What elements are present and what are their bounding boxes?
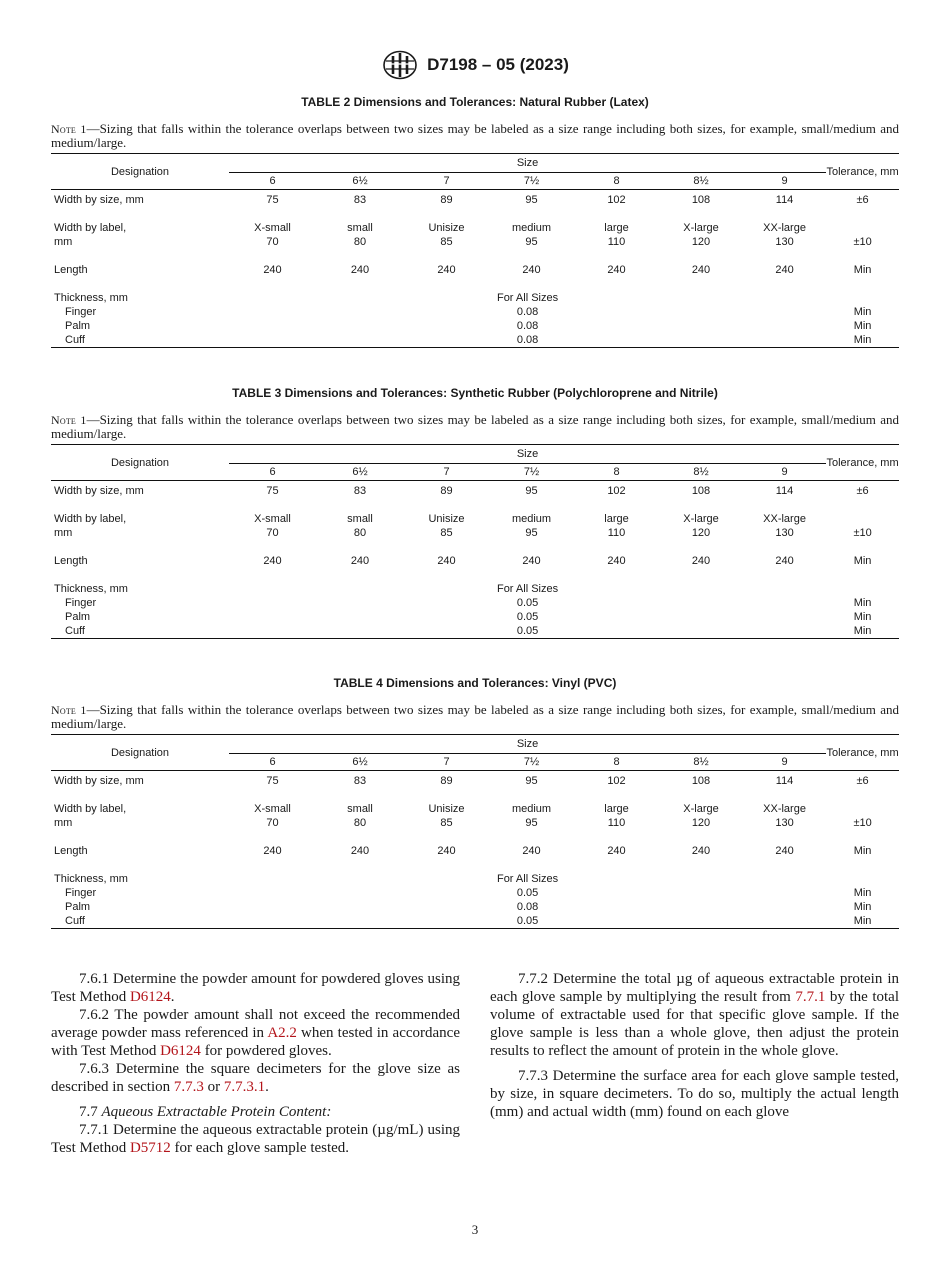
cell: 85 (440, 236, 453, 248)
tolerance-cell: Min (853, 555, 872, 567)
cell: 240 (437, 555, 456, 567)
cell: 120 (691, 817, 711, 829)
size-header: 7½ (489, 754, 574, 771)
cell: 108 (691, 775, 711, 787)
table-row (51, 816, 899, 830)
size-header: 9 (743, 754, 826, 771)
dimensions-table (51, 444, 899, 639)
table-row (51, 914, 899, 929)
cell: 240 (437, 264, 456, 276)
cell: 89 (440, 194, 453, 206)
tolerance-cell: Min (853, 264, 872, 276)
cell: 110 (607, 236, 626, 248)
cell: X-small (254, 513, 291, 525)
header-designation: Designation (51, 735, 229, 771)
cell: 70 (266, 527, 279, 539)
table-row (51, 305, 899, 319)
cell: 240 (263, 555, 282, 567)
cell: 240 (437, 845, 456, 857)
cell: 120 (691, 236, 711, 248)
table-row (51, 610, 899, 624)
text: for each glove sample tested. (170, 1140, 350, 1156)
size-header: 7½ (489, 173, 574, 190)
cell: For All Sizes (496, 583, 559, 595)
text: 7.6.3 Determine the square decimeters for the glove size as described in section (51, 1061, 460, 1095)
row-label: Width by size, mm (54, 775, 144, 787)
cell: large (604, 513, 629, 525)
cell: 80 (353, 817, 367, 829)
header-designation: Designation (51, 445, 229, 481)
cell: 0.05 (516, 611, 539, 623)
table-row (51, 582, 899, 596)
cell: X-small (254, 222, 291, 234)
cell: 114 (775, 775, 794, 787)
cell: 0.08 (516, 901, 539, 913)
cell: X-large (683, 803, 719, 815)
cell: X-large (683, 222, 719, 234)
table-4-block (51, 675, 899, 929)
note-label: Note 1 (51, 703, 87, 717)
header-size: Size (229, 154, 826, 173)
astm-logo-icon (381, 50, 419, 80)
table-note (51, 703, 899, 731)
cell: 240 (522, 264, 541, 276)
size-header: 8½ (659, 173, 743, 190)
tolerance-cell: ±10 (853, 527, 872, 539)
table-row (51, 886, 899, 900)
header-tolerance: Tolerance, mm (826, 154, 899, 190)
cell: XX-large (763, 222, 806, 234)
paragraph-7-7-3 (490, 1067, 899, 1121)
size-header: 6½ (316, 754, 404, 771)
right-column (490, 970, 899, 1121)
cell: 70 (266, 236, 279, 248)
cell: 0.08 (516, 320, 539, 332)
tolerance-cell: ±6 (856, 194, 869, 206)
table-row (51, 319, 899, 333)
table-row (51, 221, 899, 235)
cell: 83 (353, 194, 367, 206)
row-label: Thickness, mm (54, 292, 128, 304)
cell: 70 (266, 817, 279, 829)
note-text: —Sizing that falls within the tolerance overlaps between two sizes may be labeled as a size range including both sizes, for example, small/medium and medium/large. (51, 121, 900, 150)
document-designation: D7198 – 05 (2023) (427, 55, 569, 74)
cell: 114 (775, 485, 794, 497)
table-row (51, 190, 899, 208)
row-label: Palm (65, 901, 91, 913)
row-label: Finger (65, 887, 97, 899)
link-7-7-3[interactable]: 7.7.3 (173, 1079, 204, 1095)
cell: 95 (525, 817, 538, 829)
dimensions-table (51, 153, 899, 348)
cell: 0.08 (516, 306, 539, 318)
table-row (51, 802, 899, 816)
cell: 240 (350, 845, 370, 857)
cell: 240 (350, 555, 370, 567)
cell: 240 (691, 264, 711, 276)
header-tolerance: Tolerance, mm (826, 445, 899, 481)
cell: X-large (683, 513, 719, 525)
paragraph-7-6-2 (51, 1006, 460, 1060)
cell: 85 (440, 817, 453, 829)
cell: medium (511, 222, 552, 234)
table-row (51, 333, 899, 348)
cell: 83 (353, 775, 367, 787)
size-header: 8½ (659, 754, 743, 771)
section-7-7-heading (51, 1103, 460, 1121)
table-caption: TABLE 3 Dimensions and Tolerances: Synthetic Rubber (Polychloroprene and Nitrile) (232, 386, 718, 400)
text: when tested in accordance with Test Method (51, 1025, 460, 1059)
tolerance-cell: Min (853, 901, 872, 913)
cell: 0.05 (229, 624, 826, 639)
cell: 0.05 (229, 914, 826, 929)
table-row (51, 481, 899, 499)
cell: medium (511, 803, 552, 815)
tolerance-cell: Min (826, 914, 899, 929)
row-label: Thickness, mm (54, 583, 128, 595)
cell: 240 (691, 845, 711, 857)
cell: 240 (691, 555, 711, 567)
cell: medium (511, 513, 552, 525)
row-label: Width by label, (54, 803, 127, 815)
row-label: Palm (65, 611, 91, 623)
cell: 75 (266, 485, 279, 497)
tolerance-cell: Min (826, 333, 899, 348)
row-label: Width by size, mm (54, 194, 144, 206)
table-2-block (51, 94, 899, 348)
section-title: Aqueous Extractable Protein Content: (101, 1104, 332, 1120)
table-row (51, 291, 899, 305)
cell: 0.08 (229, 333, 826, 348)
tolerance-cell: ±6 (856, 485, 869, 497)
cell: large (604, 803, 629, 815)
text: 7.7.1 Determine the aqueous extractable protein (µg/mL) using Test Method (51, 1122, 460, 1156)
note-label: Note 1 (51, 413, 87, 427)
cell: XX-large (763, 803, 806, 815)
table-caption: TABLE 4 Dimensions and Tolerances: Vinyl (PVC) (333, 676, 617, 690)
table-3-block (51, 385, 899, 639)
tolerance-cell: Min (853, 597, 872, 609)
cell: XX-large (763, 513, 806, 525)
text: . (170, 989, 175, 1005)
cell: 240 (522, 845, 541, 857)
cell: 95 (525, 194, 538, 206)
row-label: mm (54, 527, 73, 539)
text: for powdered gloves. (200, 1043, 332, 1059)
paragraph-7-6-3 (51, 1060, 460, 1096)
table-row (51, 624, 899, 639)
cell: 114 (775, 194, 794, 206)
cell: 240 (607, 264, 626, 276)
cell: 120 (691, 527, 711, 539)
size-header: 6½ (316, 464, 404, 481)
text: or (203, 1079, 224, 1095)
cell: 80 (353, 236, 367, 248)
cell: 108 (691, 485, 711, 497)
cell: 75 (266, 194, 279, 206)
row-label: Cuff (51, 624, 229, 639)
page-header (0, 50, 950, 85)
table-row (51, 596, 899, 610)
header-designation: Designation (51, 154, 229, 190)
size-header: 7 (404, 754, 489, 771)
cell: 102 (607, 485, 626, 497)
tolerance-cell: Min (853, 845, 872, 857)
row-label: Width by size, mm (54, 485, 144, 497)
cell: 240 (607, 845, 626, 857)
tolerance-cell: Min (853, 611, 872, 623)
text: 7.7.3 Determine the surface area for each glove sample tested, by size, in square decimeters. To do so, multiply the actual length (mm) and actual width (mm) found on each glove (490, 1068, 899, 1120)
table-row (51, 512, 899, 526)
tolerance-cell: Min (853, 320, 872, 332)
row-label: Cuff (51, 333, 229, 348)
cell: 83 (353, 485, 367, 497)
cell: 240 (350, 264, 370, 276)
cell: 110 (607, 817, 626, 829)
paragraph-7-6-1 (51, 970, 460, 1006)
link-d6124[interactable]: D6124 (160, 1043, 201, 1059)
size-header: 8 (574, 173, 659, 190)
size-header: 8½ (659, 464, 743, 481)
cell: 240 (522, 555, 541, 567)
tolerance-cell: ±10 (853, 236, 872, 248)
cell: 0.05 (516, 887, 539, 899)
cell: For All Sizes (496, 873, 559, 885)
cell: 95 (525, 527, 538, 539)
size-header: 7½ (489, 464, 574, 481)
cell: small (347, 222, 373, 234)
table-note (51, 122, 899, 150)
note-label: Note 1 (51, 122, 87, 136)
size-header: 6 (229, 464, 316, 481)
cell: For All Sizes (496, 292, 559, 304)
row-label: Finger (65, 306, 97, 318)
cell: 108 (691, 194, 711, 206)
page-number: 3 (471, 1222, 479, 1237)
table-caption: TABLE 2 Dimensions and Tolerances: Natural Rubber (Latex) (301, 95, 649, 109)
paragraph-7-7-1 (51, 1121, 460, 1157)
size-header: 8 (574, 464, 659, 481)
cell: 130 (775, 817, 794, 829)
cell: 75 (266, 775, 279, 787)
cell: Unisize (428, 803, 465, 815)
tolerance-cell: ±6 (856, 775, 869, 787)
size-header: 6½ (316, 173, 404, 190)
row-label: Width by label, (54, 513, 127, 525)
cell: X-small (254, 803, 291, 815)
row-label: Length (54, 555, 88, 567)
text: . (265, 1079, 269, 1095)
link-d5712[interactable]: D5712 (129, 1140, 171, 1156)
table-row (51, 235, 899, 249)
cell: 110 (607, 527, 626, 539)
cell: 102 (607, 194, 626, 206)
cell: large (604, 222, 629, 234)
row-label: Palm (65, 320, 91, 332)
cell: 95 (525, 485, 538, 497)
link-d6124[interactable]: D6124 (129, 989, 171, 1005)
cell: Unisize (428, 222, 465, 234)
text: by the total volume of extractable used for that specific glove sample. If the glove sample is less than a whole glove, then adjust the protein results to reflect the amount of protein in the whole glove. (490, 989, 899, 1059)
cell: 89 (440, 485, 453, 497)
cell: 95 (525, 236, 538, 248)
size-header: 6 (229, 173, 316, 190)
size-header: 7 (404, 464, 489, 481)
cell: 240 (775, 264, 794, 276)
cell: 85 (440, 527, 453, 539)
row-label: Cuff (51, 914, 229, 929)
cell: Unisize (428, 513, 465, 525)
cell: 80 (353, 527, 367, 539)
table-row (51, 771, 899, 789)
cell: 240 (775, 555, 794, 567)
link-7-7-1[interactable]: 7.7.1 (795, 989, 826, 1005)
tolerance-cell: Min (826, 624, 899, 639)
cell: 95 (525, 775, 538, 787)
header-size: Size (229, 445, 826, 464)
table-note (51, 413, 899, 441)
row-label: mm (54, 236, 73, 248)
tolerance-cell: Min (853, 306, 872, 318)
cell: 130 (775, 236, 794, 248)
cell: 0.05 (516, 597, 539, 609)
cell: 102 (607, 775, 626, 787)
size-header: 9 (743, 464, 826, 481)
link-7-7-3-1[interactable]: 7.7.3.1 (223, 1079, 266, 1095)
table-row (51, 526, 899, 540)
row-label: mm (54, 817, 73, 829)
cell: 240 (263, 264, 282, 276)
table-row (51, 263, 899, 277)
left-column (51, 970, 460, 1157)
note-text: —Sizing that falls within the tolerance overlaps between two sizes may be labeled as a size range including both sizes, for example, small/medium and medium/large. (51, 702, 900, 731)
cell: 240 (263, 845, 282, 857)
cell: small (347, 513, 373, 525)
text: 7.7 (79, 1104, 102, 1120)
table-row (51, 554, 899, 568)
table-row (51, 844, 899, 858)
text: 7.7.2 Determine the total µg of aqueous extractable protein in each glove sample by multiplying the result from (490, 971, 899, 1005)
cell: 240 (607, 555, 626, 567)
table-row (51, 872, 899, 886)
header-tolerance: Tolerance, mm (826, 735, 899, 771)
row-label: Thickness, mm (54, 873, 128, 885)
row-label: Length (54, 264, 88, 276)
row-label: Finger (65, 597, 97, 609)
size-header: 9 (743, 173, 826, 190)
note-text: —Sizing that falls within the tolerance overlaps between two sizes may be labeled as a size range including both sizes, for example, small/medium and medium/large. (51, 412, 900, 441)
paragraph-7-7-2 (490, 970, 899, 1060)
cell: 240 (775, 845, 794, 857)
tolerance-cell: Min (853, 887, 872, 899)
header-size: Size (229, 735, 826, 754)
cell: small (347, 803, 373, 815)
size-header: 6 (229, 754, 316, 771)
cell: 89 (440, 775, 453, 787)
table-row (51, 900, 899, 914)
row-label: Length (54, 845, 88, 857)
dimensions-table (51, 734, 899, 929)
link-a2-2[interactable]: A2.2 (267, 1025, 297, 1041)
size-header: 7 (404, 173, 489, 190)
row-label: Width by label, (54, 222, 127, 234)
cell: 130 (775, 527, 794, 539)
size-header: 8 (574, 754, 659, 771)
text: 7.6.1 Determine the powder amount for powdered gloves using Test Method (51, 971, 460, 1005)
tolerance-cell: ±10 (853, 817, 872, 829)
text: 7.6.2 The powder amount shall not exceed the recommended average powder mass referenced in (51, 1007, 460, 1041)
